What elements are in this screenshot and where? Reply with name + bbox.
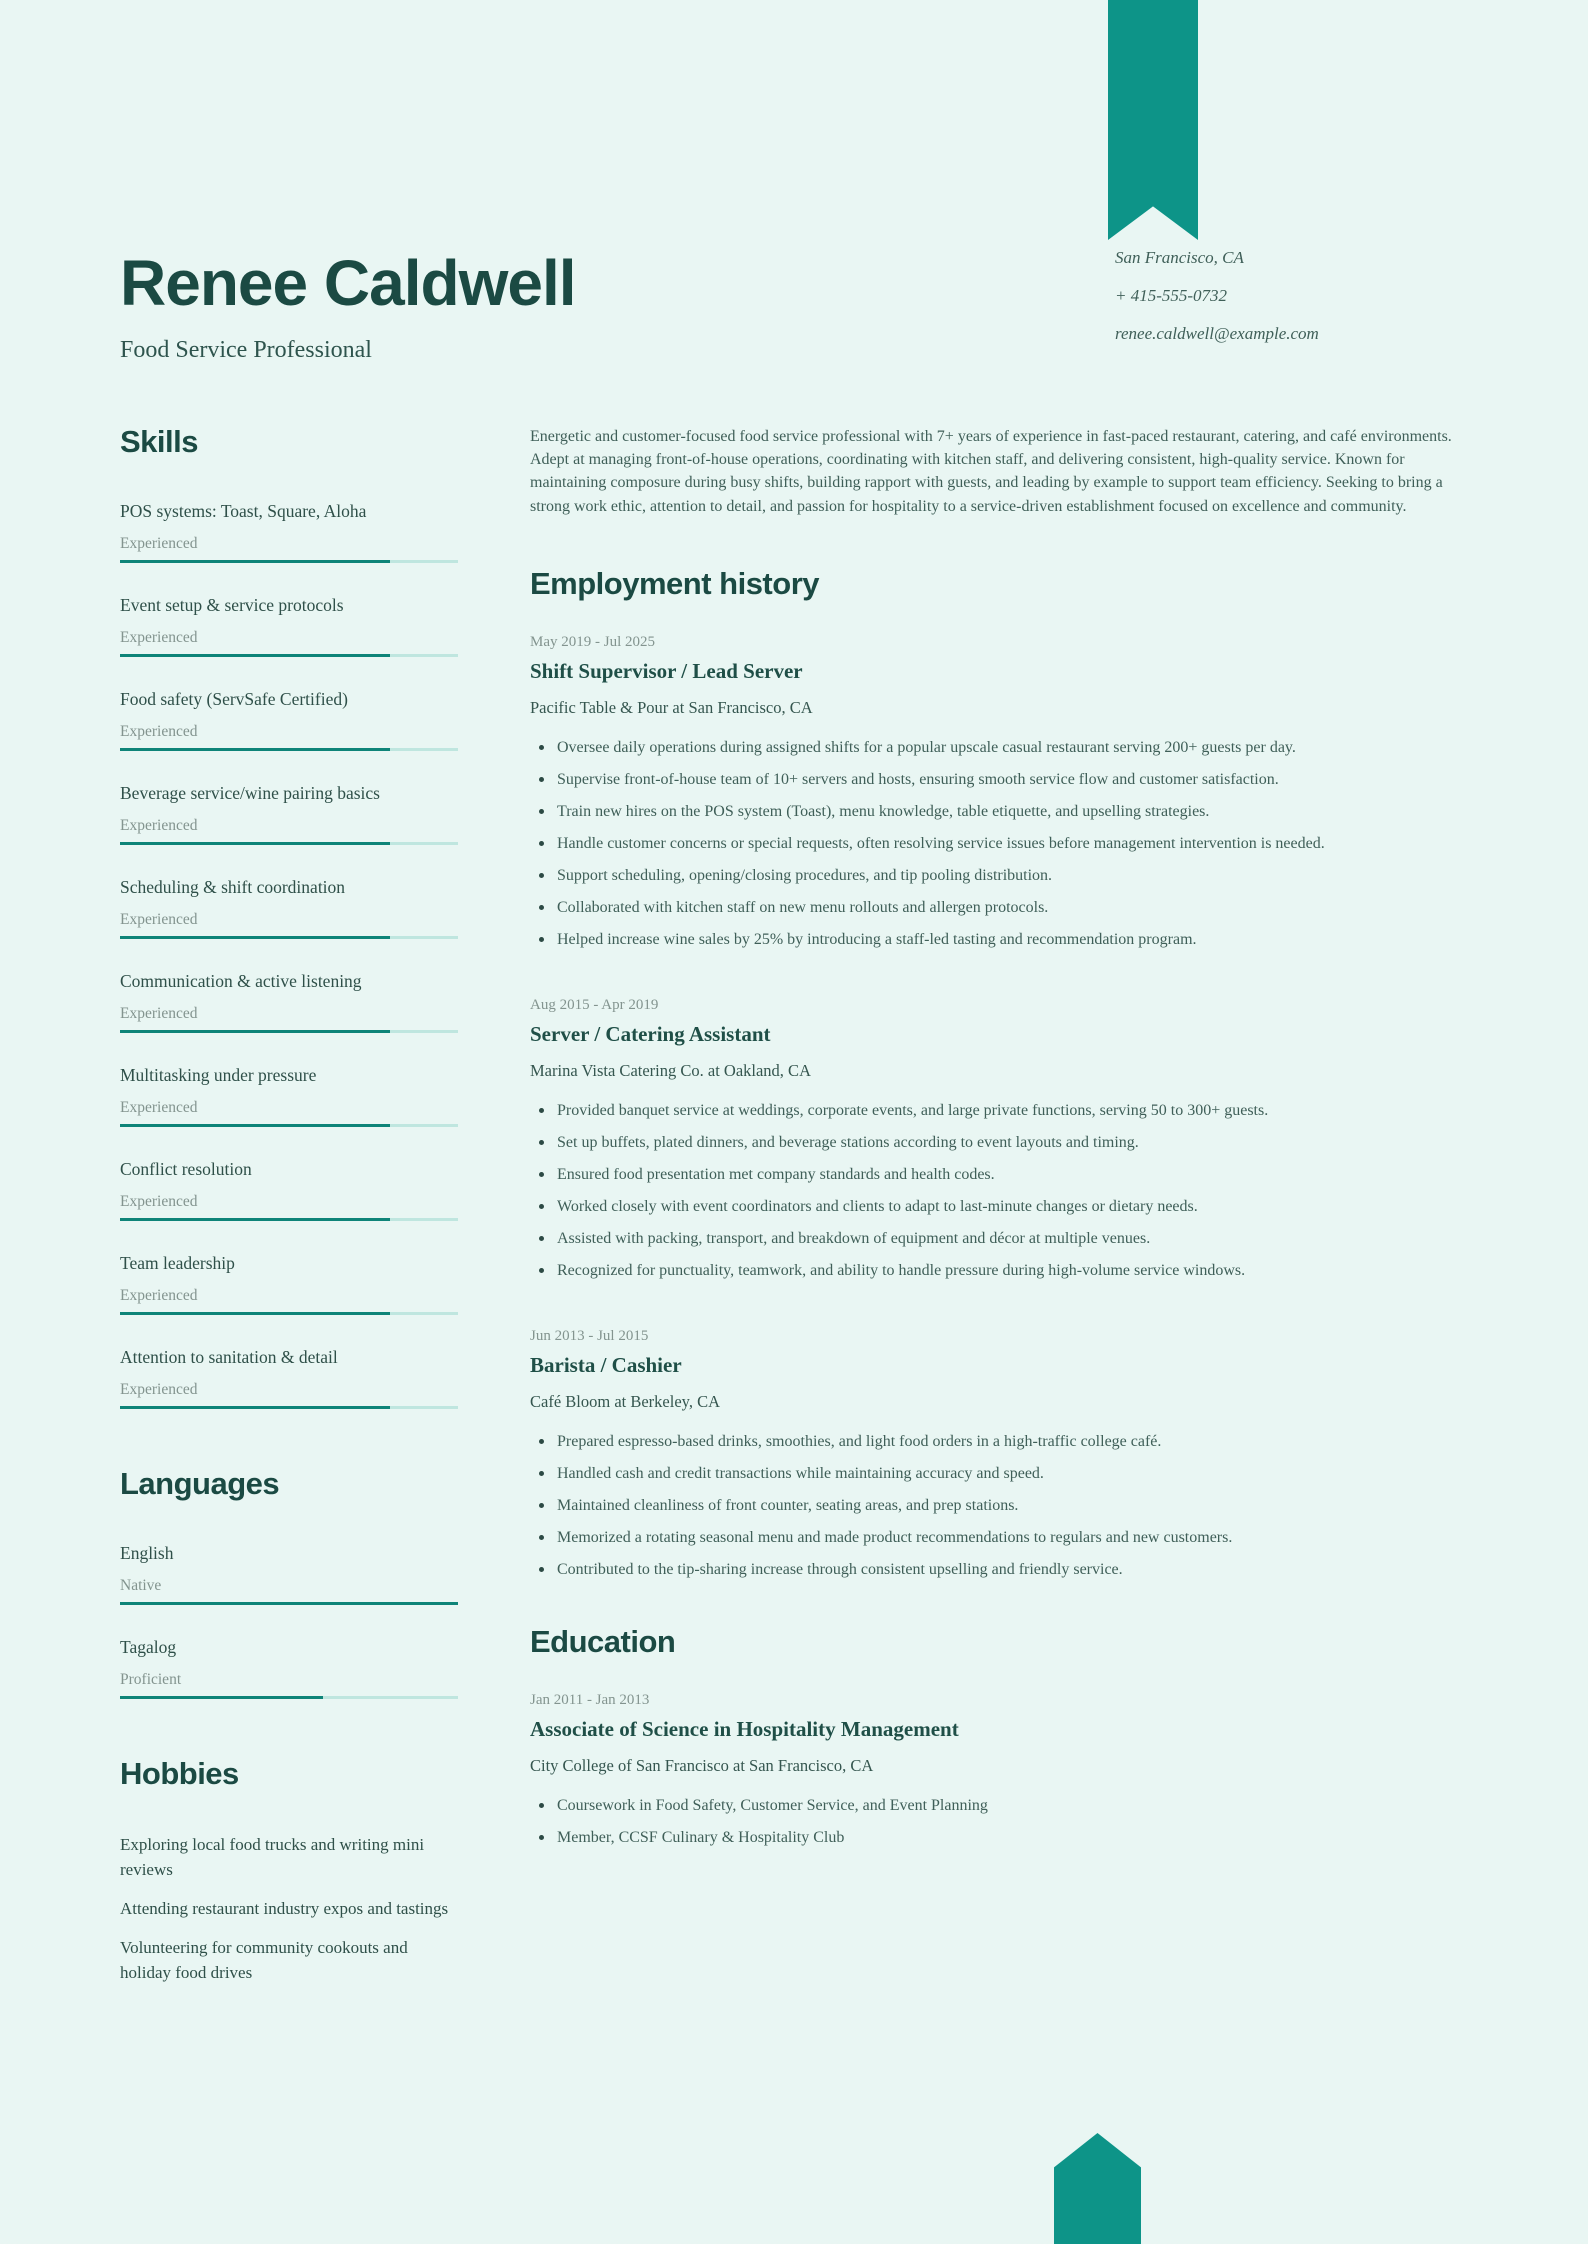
skill-level: Experienced xyxy=(120,535,198,552)
professional-title: Food Service Professional xyxy=(120,337,372,363)
skill-label: Food safety (ServSafe Certified) xyxy=(120,689,348,709)
bullet-item: Maintained cleanliness of front counter, seating areas, and prep stations. xyxy=(530,1494,1465,1517)
skill-item xyxy=(120,1158,458,1221)
skill-progress-fill xyxy=(120,1124,390,1127)
bullet-item: Assisted with packing, transport, and breakdown of equipment and décor at multiple venues. xyxy=(530,1227,1465,1250)
skill-level: Experienced xyxy=(120,1287,198,1304)
skill-level: Experienced xyxy=(120,1099,198,1116)
skill-label: POS systems: Toast, Square, Aloha xyxy=(120,501,367,521)
language-progress-fill xyxy=(120,1602,458,1605)
skill-item xyxy=(120,970,458,1033)
profile-summary: Energetic and customer-focused food service professional with 7+ years of experience in fast-paced restaurant, catering, and café environments. Adept at managing front-of-house operations, coordinating with kitchen staff, and delivering consistent, high-quality service. Known for maintaining composure during busy shifts, building rapport with guests, and leading by example to support team efficiency. Seeking to bring a strong work ethic, attention to detail, and passion for hospitality to a service-driven establishment focused on excellence and community. xyxy=(530,428,1452,515)
language-progress-bar xyxy=(120,1602,458,1605)
language-level: Proficient xyxy=(120,1671,182,1688)
skill-progress-fill xyxy=(120,842,390,845)
skill-progress-fill xyxy=(120,936,390,939)
bullet-item: Provided banquet service at weddings, corporate events, and large private functions, serving 50 to 300+ guests. xyxy=(530,1099,1465,1122)
contact-phone: + 415-555-0732 xyxy=(1115,286,1228,305)
bookmark-ribbon xyxy=(1108,0,1198,240)
skill-item xyxy=(120,1346,458,1409)
skill-progress-fill xyxy=(120,1218,390,1221)
bullet-item: Supervise front-of-house team of 10+ servers and hosts, ensuring smooth service flow and customer satisfaction. xyxy=(530,768,1465,791)
bullet-item: Handle customer concerns or special requests, often resolving service issues before management intervention is needed. xyxy=(530,832,1465,855)
contact-location: San Francisco, CA xyxy=(1115,248,1244,267)
employment-history-section xyxy=(530,567,1465,1581)
skill-level: Experienced xyxy=(120,817,198,834)
job-bullet-list xyxy=(530,1430,1465,1581)
skill-progress-bar xyxy=(120,748,458,751)
skill-progress-bar xyxy=(120,936,458,939)
job-entry xyxy=(530,632,1465,951)
bullet-item: Worked closely with event coordinators and clients to adapt to last-minute changes or dietary needs. xyxy=(530,1195,1465,1218)
skill-progress-fill xyxy=(120,1312,390,1315)
skill-level: Experienced xyxy=(120,723,198,740)
education-dates: Jan 2011 - Jan 2013 xyxy=(530,1691,650,1708)
skill-item xyxy=(120,1252,458,1315)
bottom-arrow-shape xyxy=(1054,2133,1141,2244)
bullet-item: Helped increase wine sales by 25% by introducing a staff-led tasting and recommendation program. xyxy=(530,928,1465,951)
skill-progress-fill xyxy=(120,748,390,751)
languages-heading: Languages xyxy=(120,1466,280,1501)
skill-progress-bar xyxy=(120,842,458,845)
education-section xyxy=(530,1625,1465,1849)
skill-progress-fill xyxy=(120,1030,390,1033)
skill-progress-bar xyxy=(120,1312,458,1315)
skill-level: Experienced xyxy=(120,629,198,646)
skill-progress-bar xyxy=(120,1406,458,1409)
skill-progress-fill xyxy=(120,560,390,563)
bullet-item: Support scheduling, opening/closing procedures, and tip pooling distribution. xyxy=(530,864,1465,887)
job-dates: May 2019 - Jul 2025 xyxy=(530,633,655,650)
bullet-item: Recognized for punctuality, teamwork, and ability to handle pressure during high-volume service windows. xyxy=(530,1259,1465,1282)
contact-email: renee.caldwell@example.com xyxy=(1115,324,1319,343)
language-progress-bar xyxy=(120,1696,458,1699)
sidebar xyxy=(120,425,458,1999)
skill-item xyxy=(120,594,458,657)
skill-item xyxy=(120,688,458,751)
job-dates: Aug 2015 - Apr 2019 xyxy=(530,996,659,1013)
skill-progress-bar xyxy=(120,1124,458,1127)
job-bullet-list xyxy=(530,1099,1465,1282)
bullet-item: Oversee daily operations during assigned shifts for a popular upscale casual restaurant serving 200+ guests per day. xyxy=(530,736,1465,759)
skills-heading: Skills xyxy=(120,424,198,459)
bullet-item: Prepared espresso-based drinks, smoothies, and light food orders in a high-traffic college café. xyxy=(530,1430,1465,1453)
languages-section xyxy=(120,1467,458,1699)
bullet-item: Memorized a rotating seasonal menu and made product recommendations to regulars and new customers. xyxy=(530,1526,1465,1549)
page-title: Renee Caldwell xyxy=(120,247,576,319)
skill-progress-bar xyxy=(120,654,458,657)
skill-level: Experienced xyxy=(120,911,198,928)
skill-label: Event setup & service protocols xyxy=(120,595,344,615)
job-title: Server / Catering Assistant xyxy=(530,1021,771,1046)
skill-item xyxy=(120,1064,458,1127)
language-level: Native xyxy=(120,1577,162,1594)
job-entry xyxy=(530,995,1465,1282)
skill-item xyxy=(120,782,458,845)
language-label: English xyxy=(120,1543,174,1563)
skill-progress-bar xyxy=(120,560,458,563)
hobby-item: Attending restaurant industry expos and tastings xyxy=(120,1899,449,1918)
skill-label: Beverage service/wine pairing basics xyxy=(120,783,380,803)
skill-progress-fill xyxy=(120,1406,390,1409)
education-entry xyxy=(530,1690,1465,1849)
skill-label: Team leadership xyxy=(120,1253,235,1273)
education-school: City College of San Francisco at San Francisco, CA xyxy=(530,1755,874,1775)
skill-label: Attention to sanitation & detail xyxy=(120,1347,338,1367)
job-employer: Marina Vista Catering Co. at Oakland, CA xyxy=(530,1060,811,1080)
content-columns xyxy=(120,425,1468,1999)
hobby-item: Volunteering for community cookouts and holiday food drives xyxy=(120,1938,408,1982)
employment-history-heading: Employment history xyxy=(530,565,819,601)
hobbies-section xyxy=(120,1757,458,1985)
skill-level: Experienced xyxy=(120,1193,198,1210)
job-entry xyxy=(530,1326,1465,1581)
job-employer: Café Bloom at Berkeley, CA xyxy=(530,1391,721,1411)
skill-level: Experienced xyxy=(120,1005,198,1022)
bullet-item: Member, CCSF Culinary & Hospitality Club xyxy=(530,1826,1465,1849)
bullet-item: Contributed to the tip-sharing increase through consistent upselling and friendly service. xyxy=(530,1558,1465,1581)
bullet-item: Handled cash and credit transactions while maintaining accuracy and speed. xyxy=(530,1462,1465,1485)
language-label: Tagalog xyxy=(120,1637,177,1657)
job-title: Barista / Cashier xyxy=(530,1352,682,1377)
bullet-item: Train new hires on the POS system (Toast), menu knowledge, table etiquette, and upselling strategies. xyxy=(530,800,1465,823)
hobbies-heading: Hobbies xyxy=(120,1756,239,1791)
education-heading: Education xyxy=(530,1623,676,1659)
hobby-item: Exploring local food trucks and writing mini reviews xyxy=(120,1835,425,1879)
skill-label: Multitasking under pressure xyxy=(120,1065,317,1085)
education-bullet-list xyxy=(530,1794,1465,1849)
skill-level: Experienced xyxy=(120,1381,198,1398)
language-item xyxy=(120,1636,458,1699)
language-progress-fill xyxy=(120,1696,323,1699)
job-title: Shift Supervisor / Lead Server xyxy=(530,658,803,683)
job-bullet-list xyxy=(530,736,1465,951)
contact-block xyxy=(1115,247,1475,361)
skill-label: Conflict resolution xyxy=(120,1159,252,1179)
skill-label: Communication & active listening xyxy=(120,971,362,991)
skill-progress-bar xyxy=(120,1218,458,1221)
language-item xyxy=(120,1542,458,1605)
skill-item xyxy=(120,500,458,563)
skill-progress-fill xyxy=(120,654,390,657)
main-content xyxy=(530,425,1465,1893)
bullet-item: Ensured food presentation met company standards and health codes. xyxy=(530,1163,1465,1186)
bullet-item: Set up buffets, plated dinners, and beverage stations according to event layouts and timing. xyxy=(530,1131,1465,1154)
skill-progress-bar xyxy=(120,1030,458,1033)
skill-item xyxy=(120,876,458,939)
bullet-item: Collaborated with kitchen staff on new menu rollouts and allergen protocols. xyxy=(530,896,1465,919)
education-degree: Associate of Science in Hospitality Management xyxy=(530,1716,959,1741)
job-employer: Pacific Table & Pour at San Francisco, CA xyxy=(530,697,813,717)
job-dates: Jun 2013 - Jul 2015 xyxy=(530,1327,649,1344)
skill-label: Scheduling & shift coordination xyxy=(120,877,346,897)
bullet-item: Coursework in Food Safety, Customer Service, and Event Planning xyxy=(530,1794,1465,1817)
